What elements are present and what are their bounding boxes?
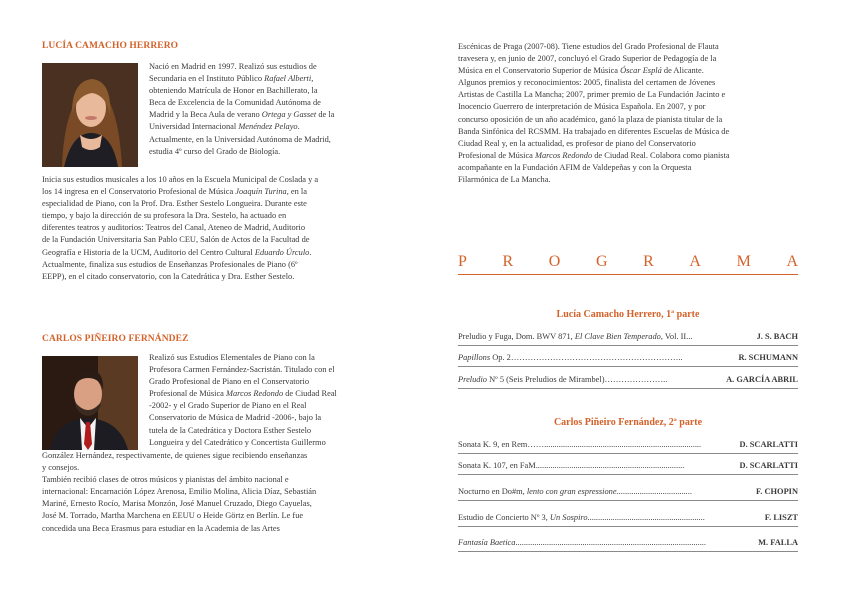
- leader-dots: ……...........................................................................: [527, 440, 702, 449]
- work-title: Preludio Nº 5 (Seis Preludios de Mirambel): [458, 375, 605, 384]
- composer: D. SCARLATTI: [739, 461, 798, 470]
- text-line: concurso oposición de un año académico, ganó la plaza de pianista titular de la: [458, 114, 723, 124]
- text-line: Profesora Carmen Fernández-Sacristán. Titulado con el: [149, 365, 335, 375]
- portrait-photo-carlos: [42, 356, 138, 450]
- leader-dots: ....................................: [616, 487, 692, 496]
- divider: [458, 388, 798, 389]
- text-line: Profesional de Música Marcos Redondo de Ciudad Real: [149, 389, 337, 399]
- portrait-photo-lucia: [42, 63, 138, 167]
- program-item: [458, 460, 798, 472]
- bio-lucia-intro: [149, 61, 384, 158]
- leader-dots: ...: [686, 332, 693, 341]
- program-item: [458, 486, 798, 498]
- bio-carlos-body: [42, 450, 384, 535]
- text-line: Nació en Madrid en 1997. Realizó sus estudios de: [149, 62, 317, 71]
- program-item: [458, 331, 798, 343]
- text-line: González Hernández, respectivamente, de quienes sigue recibiendo enseñanzas: [42, 451, 308, 460]
- text-line: de la Fundación Universitaria San Pablo CEU, Salón de Actos de la Facultad de: [42, 235, 310, 245]
- divider: [458, 366, 798, 367]
- leader-dots: ……………………………………………………..: [510, 353, 683, 362]
- programa-letter: M: [736, 253, 751, 270]
- composer: F. LISZT: [764, 513, 798, 522]
- text-line: Universidad Internacional Menéndez Pelayo.: [149, 122, 300, 132]
- composer: D. SCARLATTI: [739, 440, 798, 449]
- bio-carlos-intro: [149, 352, 384, 449]
- work-title: Estudio de Concierto Nº 3, Un Sospiro: [458, 513, 588, 522]
- text-line: Grado Profesional de Piano en el Conservatorio: [149, 377, 310, 387]
- program-item: [458, 537, 798, 549]
- text-line: Actualmente, en la Universidad Autónoma de Madrid,: [149, 134, 331, 144]
- work-title: Sonata K. 9, en Rem: [458, 440, 528, 449]
- bio-heading-lucia: LUCÍA CAMACHO HERRERO: [42, 41, 179, 51]
- composer: A. GARCÍA ABRIL: [726, 375, 798, 384]
- composer: F. CHOPIN: [755, 487, 798, 496]
- text-line: y consejos.: [42, 463, 80, 473]
- bio-carlos-continued: [458, 41, 798, 186]
- text-line: Conservatorio de Música de Madrid -2006-, bajo la: [149, 413, 322, 423]
- text-line: acompañante en la Fundación AFIM de Valdepeñas y con la Orquesta: [458, 162, 692, 172]
- text-line: estudia 4º curso del Grado de Biología.: [149, 146, 281, 156]
- text-line: travesera y, en junio de 2007, concluyó el Grado Superior de Pedagogía de la: [458, 54, 717, 64]
- work-title: Sonata K. 107, en FaM: [458, 461, 536, 470]
- text-line: Inicia sus estudios musicales a los 10 años en la Escuela Municipal de Coslada y a: [42, 175, 319, 184]
- work-title: Fantasía Baetica: [458, 538, 516, 547]
- programa-letter: G: [595, 253, 608, 270]
- programa-letter: A: [786, 253, 798, 270]
- program-item: [458, 352, 798, 364]
- text-line: Filarmónica de La Mancha.: [458, 175, 551, 185]
- work-title: Preludio y Fuga, Dom. BWV 871, El Clave Bien Temperado, Vol. II: [458, 332, 687, 341]
- text-line: diferentes teatros y auditorios: Teatros del Canal, Ateneo de Madrid, Auditorio: [42, 223, 306, 233]
- text-line: internacional: Encarnación López Arenosa, Emilio Molina, Alicia Díaz, Sebastián: [42, 487, 317, 497]
- text-line: Artistas de Castilla La Mancha; 2007, primer premio de La Fundación Jacinto e: [458, 90, 726, 100]
- text-line: Profesional de Música Marcos Redondo de Ciudad Real. Colabora como pianista: [458, 150, 730, 160]
- text-line: -2002- y el Grado Superior de Piano en el Real: [149, 401, 307, 411]
- text-line: Inocencio Guerrero de interpretación de Música Española. En 2007, y por: [458, 102, 706, 112]
- programa-letter: A: [689, 253, 701, 270]
- text-line: Secundaria en el Instituto Público Rafael Alberti,: [149, 74, 314, 84]
- text-line: tiempo, y bajo la dirección de su profesora la Dra. Sestelo, ha actuado en: [42, 211, 287, 221]
- composer: J. S. BACH: [756, 332, 798, 341]
- divider: [458, 345, 798, 346]
- composer: R. SCHUMANN: [738, 353, 798, 362]
- programa-letter: R: [502, 253, 514, 270]
- program-item: [458, 439, 798, 451]
- composer: M. FALLA: [758, 538, 798, 547]
- leader-dots: …………………..: [604, 375, 668, 384]
- text-line: especialidad de Piano, con la Prof. Dra. Esther Sestelo Longueira. Durante este: [42, 199, 307, 209]
- bio-heading-carlos: CARLOS PIÑEIRO FERNÁNDEZ: [42, 334, 189, 344]
- text-line: Música en el Conservatorio Superior de Música Óscar Esplá de Alicante.: [458, 66, 704, 76]
- programa-heading: [458, 250, 798, 275]
- text-line: obteniendo Matrícula de Honor en Bachillerato, la: [149, 86, 318, 96]
- divider: [458, 526, 798, 527]
- text-line: EEPP), en el citado conservatorio, con la Catedrática y Dra. Esther Sestelo.: [42, 271, 295, 281]
- text-line: También recibió clases de otros músicos y pianistas del ámbito nacional e: [42, 475, 289, 485]
- text-line: Escénicas de Praga (2007-08). Tiene estudios del Grado Profesional de Flauta: [458, 42, 719, 51]
- work-title: Papillons Op. 2: [458, 353, 511, 362]
- text-line: concedida una Beca Erasmus para estudiar en la Academia de las Artes: [42, 523, 280, 533]
- text-line: Beca de Excelencia de la Comunidad Autónoma de: [149, 98, 321, 108]
- text-line: Madrid y la Beca Aula de verano Ortega y Gasset de la: [149, 110, 335, 120]
- text-line: Banda Sinfónica del RCSMM. Ha trabajado en diferentes Escuelas de Música de: [458, 126, 730, 136]
- programa-letter: R: [643, 253, 654, 270]
- programa-letter: O: [548, 253, 561, 270]
- text-line: Mariné, Ernesto Rocío, Marisa Monzón, José Manuel Cruzado, Diego Cayuelas,: [42, 499, 312, 509]
- text-line: los 14 ingresa en el Conservatorio Profesional de Música Joaquín Turina, en la: [42, 187, 307, 197]
- part1-title: Lucía Camacho Herrero, 1ª parte: [556, 309, 700, 320]
- divider: [458, 551, 798, 552]
- text-line: tutela de la Catedrática y Doctora Esther Sestelo: [149, 425, 312, 435]
- text-line: Actualmente, finaliza sus estudios de Enseñanzas Profesionales de Piano (6º: [42, 259, 298, 269]
- divider: [458, 474, 798, 475]
- leader-dots: .......................................................................: [535, 461, 685, 470]
- divider: [458, 453, 798, 454]
- text-line: Realizó sus Estudios Elementales de Piano con la: [149, 353, 315, 362]
- text-line: José M. Torrado, Martha Marchena en EEUU o Heide Görtz en Berlín. Le fue: [42, 511, 304, 521]
- work-title: Nocturno en Do#m, lento con gran espressione: [458, 487, 617, 496]
- programa-letter: P: [458, 253, 467, 270]
- text-line: Ciudad Real y, en la actualidad, es profesor de piano del Conservatorio: [458, 138, 696, 148]
- text-line: Algunos premios y reconocimientos: 2005, finalista del certamen de Jóvenes: [458, 78, 716, 88]
- bio-lucia-body: [42, 174, 384, 283]
- divider: [458, 500, 798, 501]
- part2-title: Carlos Piñeiro Fernández, 2ª parte: [553, 417, 703, 428]
- program-item: [458, 512, 798, 524]
- text-line: Longueira y del Catedrático y Concertista Guillermo: [149, 437, 326, 447]
- text-line: Geografía e Historia de la UCM, Auditorio del Centro Cultural Eduardo Úrculo.: [42, 247, 312, 257]
- leader-dots: ...........................................................................................: [515, 538, 706, 547]
- leader-dots: ........................................................: [587, 513, 705, 522]
- program-item: [458, 374, 798, 386]
